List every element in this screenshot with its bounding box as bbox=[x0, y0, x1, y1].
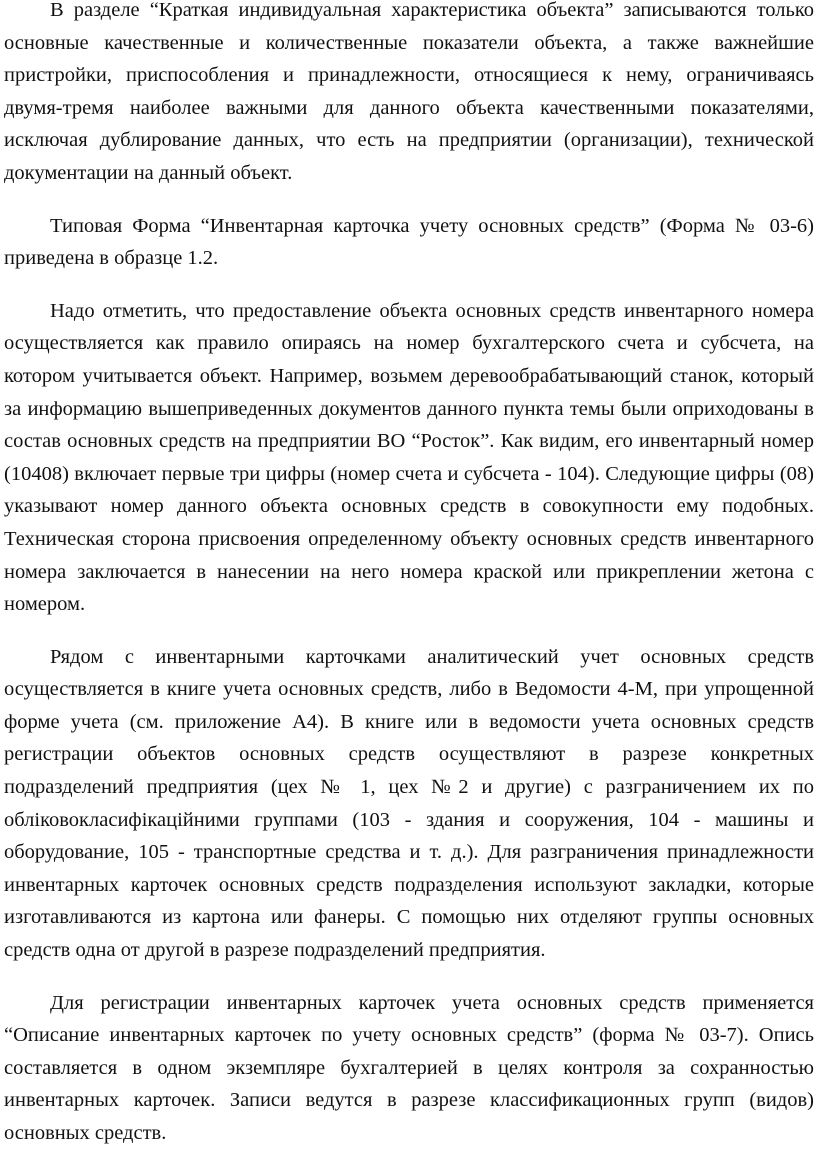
paragraph-3: Надо отметить, что предоставление объекта основных средств инвентарного номера осуществляется как правило опираясь на номер бухгалтерского счета и субсчета, на котором учитывается объект. Например, возьмем деревообрабатывающий станок, который за информацию вышеприведенных документов данного пункта темы были оприходованы в состав основных средств на предприятии ВО “Росток”. Как видим, его инвентарный номер (10408) включает первые три цифры (номер счета и субсчета - 104). Следующие цифры (08) указывают номер данного объекта основных средств в совокупности ему подобных. Техническая сторона присвоения определенному объекту основных средств инвентарного номера заключается в нанесении на него номера краской или прикреплении жетона с номером. bbox=[4, 299, 814, 616]
paragraph-4: Рядом с инвентарными карточками аналитический учет основных средств осуществляется в книге учета основных средств, либо в Ведомости 4-М, при упрощенной форме учета (см. приложение А4). В книге или в ведомости учета основных средств регистрации объектов основных средств осуществляют в разрезе конкретных подразделений предприятия (цех № 1, цех №2 и другие) с разграничением их по обліковокласифікаційними группами (103 - здания и сооружения, 104 - машины и оборудование, 105 - транспортные средства и т. д.). Для разграничения принадлежности инвентарных карточек основных средств подразделения используют закладки, которые изготавливаются из картона или фанеры. С помощью них отделяют группы основных средств одна от другой в разрезе подразделений предприятия. bbox=[4, 645, 814, 962]
paragraph-2: Типовая Форма “Инвентарная карточка учету основных средств” (Форма № 03-6) приведена в образце 1.2. bbox=[4, 214, 814, 270]
document-page bbox=[4, 0, 814, 1170]
paragraph-1: В разделе “Краткая индивидуальная характеристика объекта” записываются только основные качественные и количественные показатели объекта, а также важнейшие пристройки, приспособления и принадлежности, относящиеся к нему, ограничиваясь двумя-тремя наиболее важными для данного объекта качественными показателями, исключая дублирование данных, что есть на предприятии (организации), технической документации на данный объект. bbox=[4, 0, 814, 184]
paragraph-5: Для регистрации инвентарных карточек учета основных средств применяется “Описание инвентарных карточек по учету основных средств” (форма № 03-7). Опись составляется в одном экземпляре бухгалтерией в целях контроля за сохранностью инвентарных карточек. Записи ведутся в разрезе классификационных групп (видов) основных средств. bbox=[4, 991, 814, 1144]
